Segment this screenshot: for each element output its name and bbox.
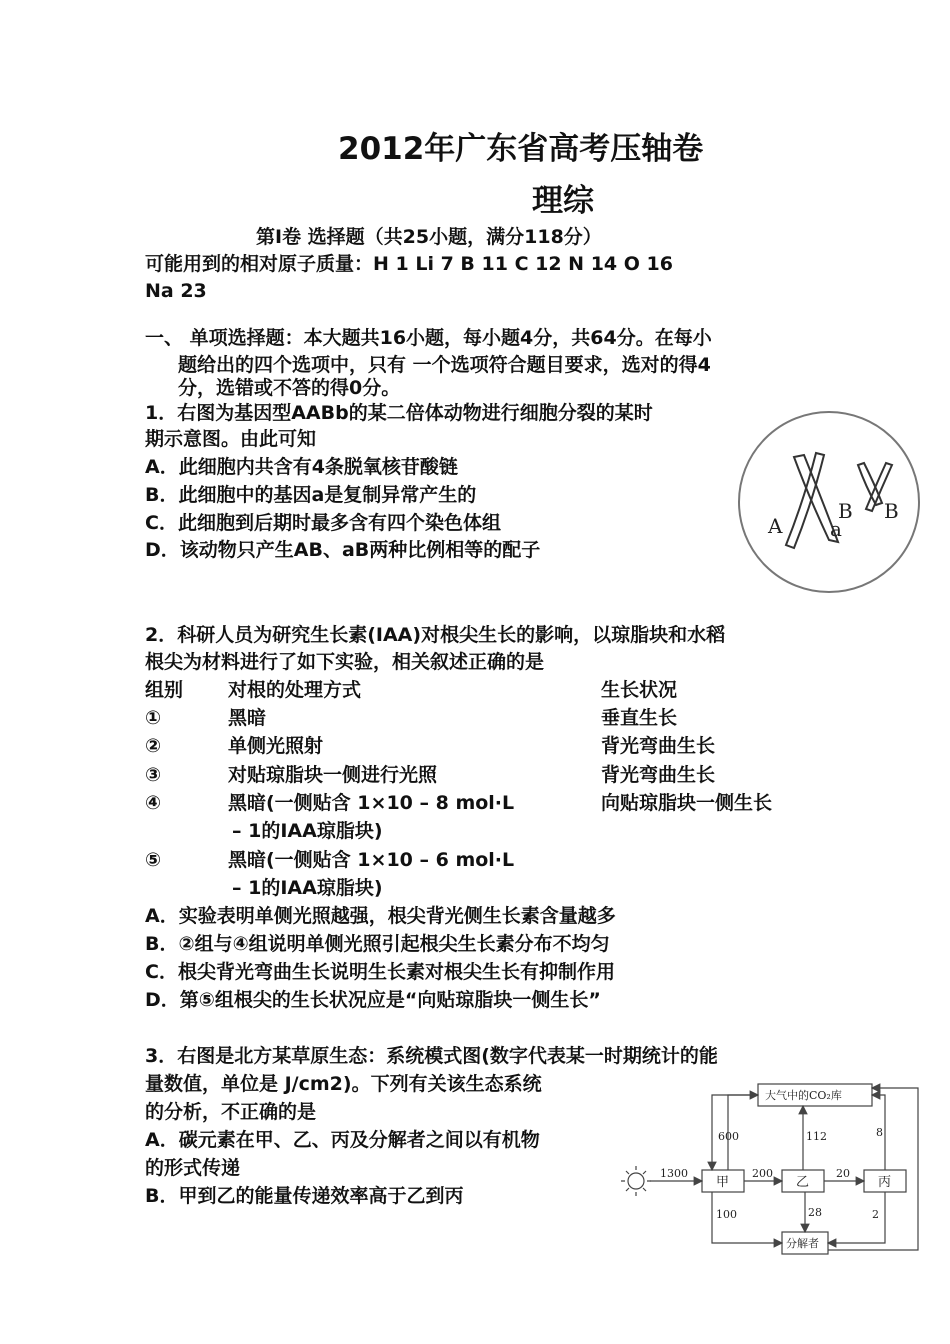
q1-option-d: D．该动物只产生AB、aB两种比例相等的配子 <box>145 539 541 561</box>
sun-icon <box>628 1173 644 1189</box>
bing-decomposer-value: 2 <box>872 1208 879 1221</box>
table-row-group: ⑤ <box>145 849 162 871</box>
secondary-consumer-label: 丙 <box>878 1175 892 1190</box>
q1-option-b: B．此细胞中的基因a是复制异常产生的 <box>145 484 477 506</box>
table-header-growth: 生长状况 <box>601 679 678 701</box>
q3-option-b: B．甲到乙的能量传递效率高于乙到丙 <box>145 1185 464 1207</box>
producer-label: 甲 <box>716 1175 730 1190</box>
table-header-group: 组别 <box>145 679 184 701</box>
co2-pool-label: 大气中的CO₂库 <box>765 1089 842 1102</box>
table-header-treatment: 对根的处理方式 <box>228 679 362 701</box>
q3-option-a-1: A．碳元素在甲、乙、丙及分解者之间以有机物 <box>145 1129 540 1151</box>
table-row-growth: 背光弯曲生长 <box>601 764 716 786</box>
table-row-group: ④ <box>145 792 162 814</box>
table-row-group: ① <box>145 707 162 729</box>
cell-division-figure <box>726 405 932 599</box>
jia-decomposer-value: 100 <box>716 1208 737 1221</box>
table-row-group: ② <box>145 735 162 757</box>
q2-option-b: B．②组与④组说明单侧光照引起根尖生长素分布不均匀 <box>145 933 610 955</box>
yi-bing-value: 20 <box>836 1167 850 1180</box>
table-row-treatment-cont: – 1的IAA琼脂块) <box>232 877 383 899</box>
jia-co2-value: 600 <box>718 1130 739 1143</box>
q1-stem-2: 期示意图。由此可知 <box>145 428 317 450</box>
table-row-treatment-cont: – 1的IAA琼脂块) <box>232 820 383 842</box>
q1-stem-1: 1．右图为基因型AABb的某二倍体动物进行细胞分裂的某时 <box>145 402 653 424</box>
table-row-treatment: 单侧光照射 <box>228 735 324 757</box>
table-row-group: ③ <box>145 764 162 786</box>
allele-label-a: a <box>830 517 842 541</box>
q3-option-a-2: 的形式传递 <box>145 1157 241 1179</box>
table-row-growth: 垂直生长 <box>601 707 678 729</box>
q3-stem-3: 的分析，不正确的是 <box>145 1101 317 1123</box>
part-instructions-1: 一、 单项选择题：本大题共16小题，每小题4分，共64分。在每小 <box>145 327 712 349</box>
allele-label-A: A <box>768 514 783 538</box>
yi-co2-value: 112 <box>806 1130 827 1143</box>
q3-stem-1: 3．右图是北方某草原生态：系统模式图(数字代表某一时期统计的能 <box>145 1045 718 1067</box>
part-instructions-2: 题给出的四个选项中，只有 一个选项符合题目要求，选对的得4 <box>178 354 711 376</box>
part-instructions-3: 分，选错或不答的得0分。 <box>178 377 401 399</box>
allele-label-B-left: B <box>838 499 853 523</box>
section-heading: 第Ⅰ卷 选择题（共25小题，满分118分） <box>256 226 602 248</box>
sun-energy-value: 1300 <box>660 1167 688 1180</box>
bing-co2-value: 8 <box>876 1126 883 1139</box>
primary-consumer-label: 乙 <box>796 1175 810 1190</box>
page-title: 2012年广东省高考压轴卷 <box>338 131 704 167</box>
q2-stem-1: 2．科研人员为研究生长素(IAA)对根尖生长的影响，以琼脂块和水稻 <box>145 624 726 646</box>
yi-decomposer-value: 28 <box>808 1206 822 1219</box>
jia-yi-value: 200 <box>752 1167 773 1180</box>
q2-option-c: C．根尖背光弯曲生长说明生长素对根尖生长有抑制作用 <box>145 961 615 983</box>
allele-label-B-right: B <box>884 499 899 523</box>
atomic-mass-line-1: 可能用到的相对原子质量：H 1 Li 7 B 11 C 12 N 14 O 16 <box>145 253 673 275</box>
table-row-treatment: 黑暗(一侧贴含 1×10 – 6 mol·L <box>228 849 515 871</box>
table-row-treatment: 黑暗 <box>228 707 267 729</box>
atomic-mass-line-2: Na 23 <box>145 280 207 302</box>
decomposer-label: 分解者 <box>786 1237 819 1250</box>
q2-stem-2: 根尖为材料进行了如下实验，相关叙述正确的是 <box>145 651 545 673</box>
table-row-treatment: 黑暗(一侧贴含 1×10 – 8 mol·L <box>228 792 515 814</box>
q2-option-a: A．实验表明单侧光照越强，根尖背光侧生长素含量越多 <box>145 905 616 927</box>
q3-stem-2: 量数值，单位是 J/cm2)。下列有关该生态系统 <box>145 1073 542 1095</box>
q1-option-a: A．此细胞内共含有4条脱氧核苷酸链 <box>145 456 458 478</box>
q2-option-d: D．第⑤组根尖的生长状况应是“向贴琼脂块一侧生长” <box>145 989 601 1011</box>
table-row-growth: 背光弯曲生长 <box>601 735 716 757</box>
q1-option-c: C．此细胞到后期时最多含有四个染色体组 <box>145 512 501 534</box>
table-row-growth: 向贴琼脂块一侧生长 <box>601 792 773 814</box>
table-row-treatment: 对贴琼脂块一侧进行光照 <box>228 764 438 786</box>
subject-title: 理综 <box>532 183 594 219</box>
ecosystem-diagram <box>620 1078 926 1264</box>
